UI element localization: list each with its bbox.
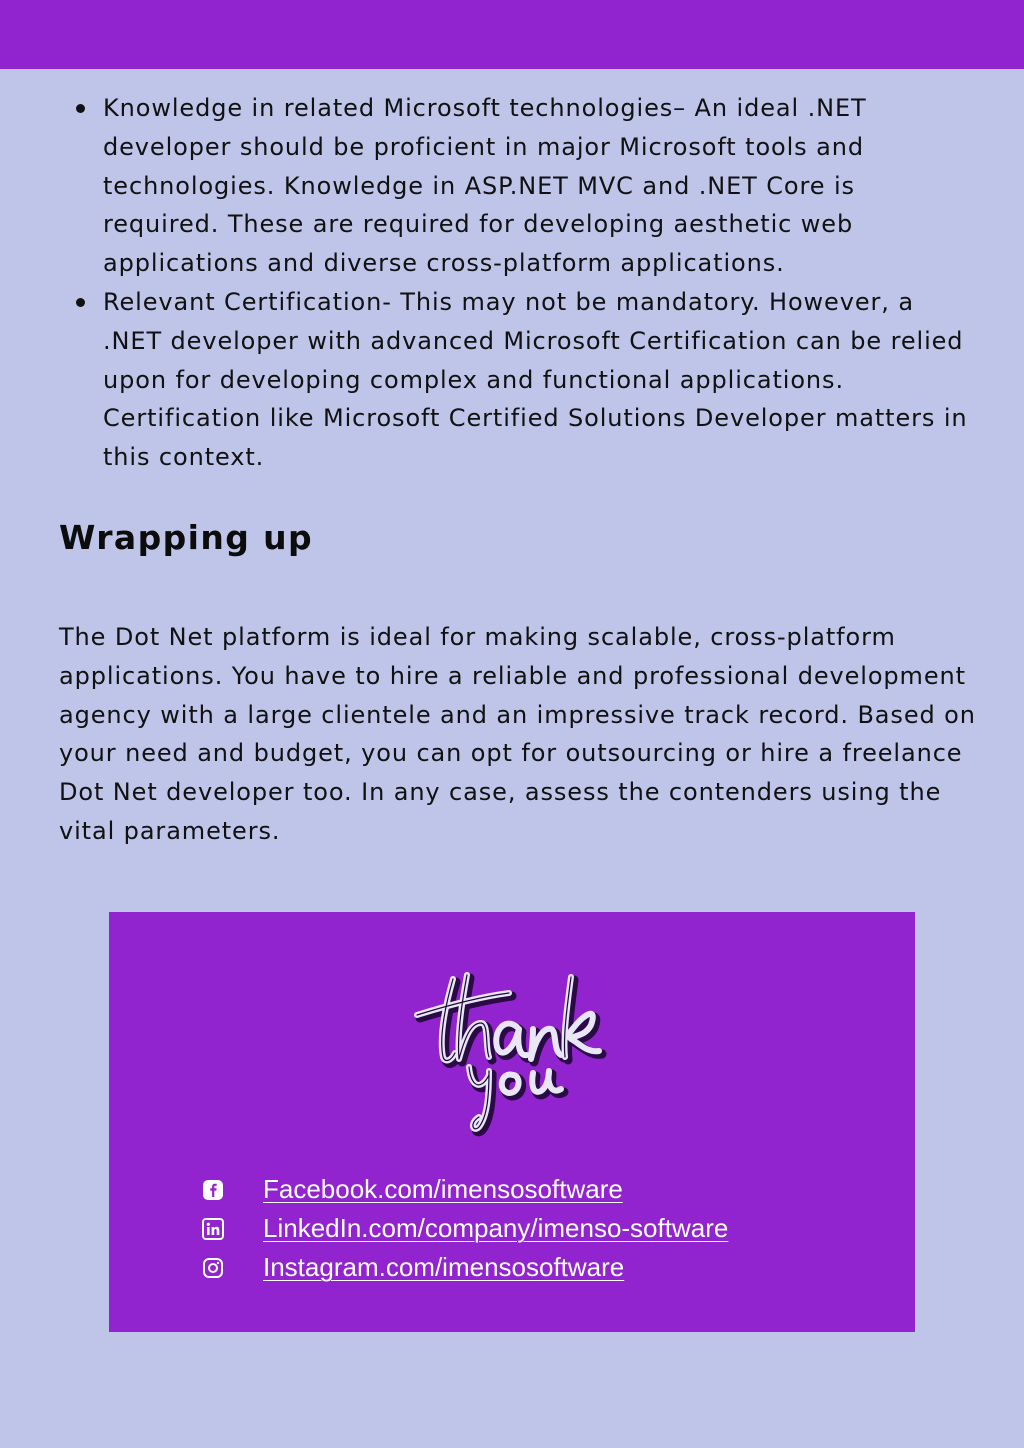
facebook-icon[interactable] xyxy=(201,1178,225,1202)
linkedin-icon[interactable] xyxy=(201,1217,225,1241)
list-item xyxy=(59,283,979,477)
instagram-link[interactable]: Instagram.com/imensosoftware xyxy=(263,1252,625,1282)
header-bar xyxy=(0,0,1024,69)
thank-you-lettering xyxy=(409,967,619,1142)
requirements-list xyxy=(59,89,979,477)
social-link-facebook xyxy=(201,1170,728,1209)
list-item-text: Knowledge in related Microsoft technologies– An ideal .NET developer should be proficient in major Microsoft tools and technologies. Knowledge in ASP.NET MVC and .NET Core is required. These are required for developing aesthetic web applications and diverse cross-platform applications. xyxy=(103,94,867,278)
list-item-text: Relevant Certification- This may not be mandatory. However, a .NET developer with advanced Microsoft Certification can be relied upon for developing complex and functional applications. Certification like Microsoft Certified Solutions Developer matters in this context. xyxy=(103,287,968,472)
conclusion-paragraph: The Dot Net platform is ideal for making scalable, cross-platform applications. You have to hire a reliable and professional development agency with a large clientele and an impressive track record. Based on your need and budget, you can opt for outsourcing or hire a freelance Dot Net developer too. In any case, assess the contenders using the vital parameters. xyxy=(59,623,976,845)
bullet-dot xyxy=(76,104,85,113)
bullet-dot xyxy=(76,298,85,307)
instagram-icon[interactable] xyxy=(201,1256,225,1280)
section-heading: Wrapping up xyxy=(59,518,314,557)
social-link-instagram xyxy=(201,1248,728,1287)
social-link-linkedin xyxy=(201,1209,728,1248)
list-item xyxy=(59,89,979,283)
thank-you-card xyxy=(109,912,915,1332)
facebook-link[interactable]: Facebook.com/imensosoftware xyxy=(263,1174,623,1204)
social-links xyxy=(201,1170,728,1287)
linkedin-link[interactable]: LinkedIn.com/company/imenso-software xyxy=(263,1213,729,1243)
